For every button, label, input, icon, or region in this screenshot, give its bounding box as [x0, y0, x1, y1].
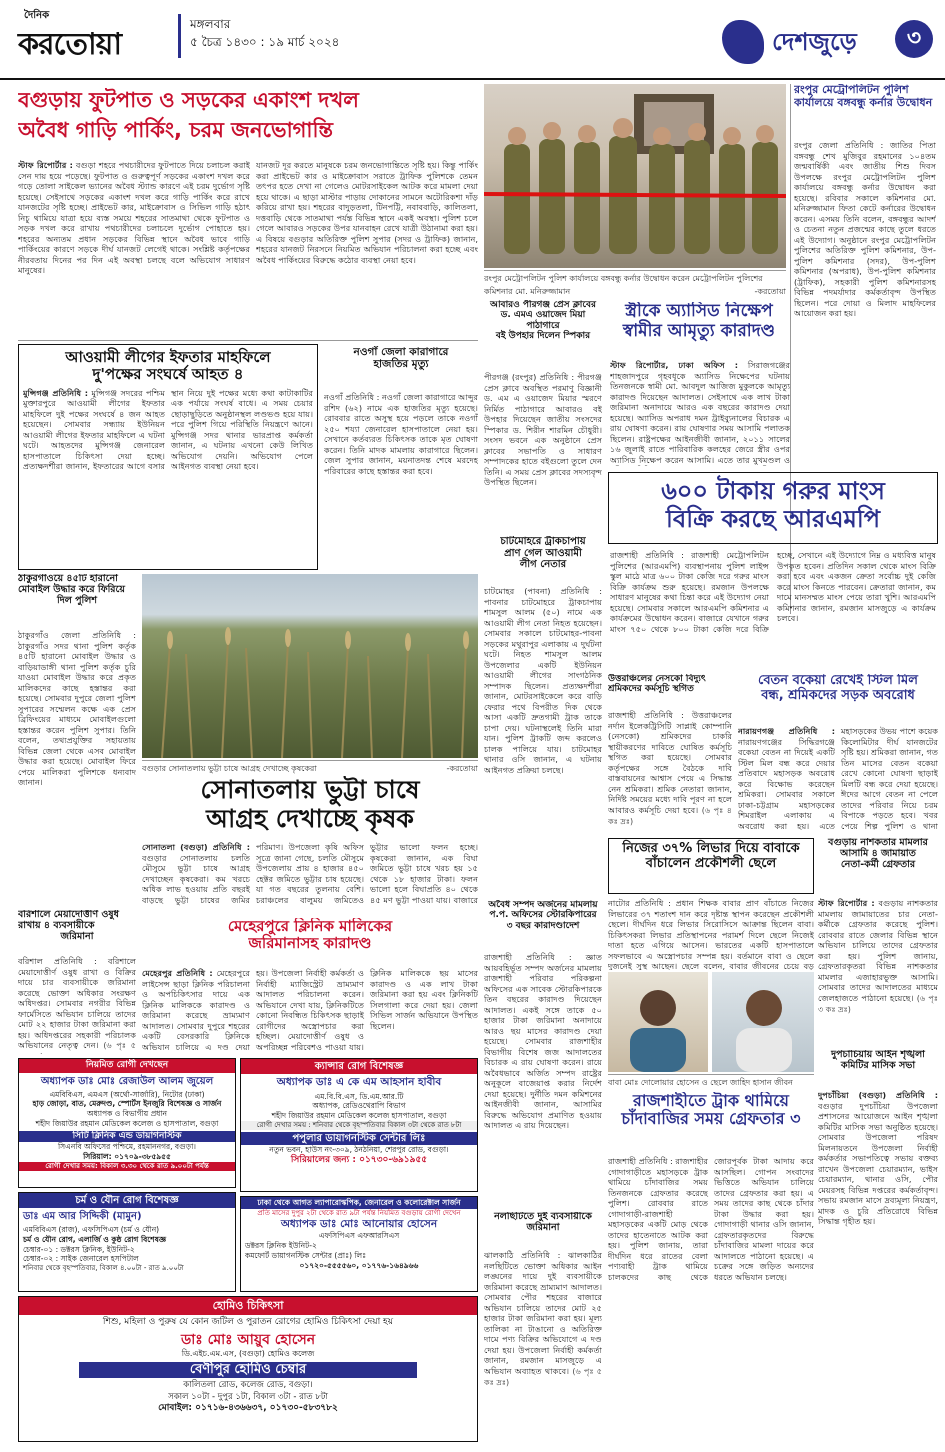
truck-body-text: রাজশাহী প্রতিনিধি : রাজশাহীর গোদাগাড়ীতে মহাসড়কে ট্রাক থামিয়ে চাঁদাবাজির সময় তিনজনকে গ্রেফতার করেছে পুলিশ। রোববার রাতে গোদাগাড়ী-রাজশাহী মহাসড়কের একটি মোড় থেকে তাদের হাতেনাতে আটক করা হয়। পুলিশ জানায়, তারা দীর্ঘদিন ধরে রাতের বেলা পণ্যবাহী ট্রাক থামিয়ে চালকদের কাছ থেকে জোরপূর্বক টাকা আদায় করে আসছিল। গোপন সংবাদের ভিত্তিতে অভিযান চালিয়ে তাদের গ্রেফতার করা হয়। এ সময় তাদের কাছ থেকে চাঁদার টাকা উদ্ধার করা হয়। গোদাগাড়ী থানার ওসি জানান, গ্রেফতারকৃতদের বিরুদ্ধে চাঁদাবাজির মামলা দায়ের করে আদালতে পাঠানো হয়েছে। এ চক্রের সঙ্গে জড়িত অন্যদের ধরতে অভিযান চলছে।	[608, 1156, 814, 1282]
bogura-case-jump: (৬ পৃঃ ৩ কঃ দ্রঃ)	[818, 993, 938, 1014]
corn-caption-text: বগুড়ার সোনাতলায় ভুট্টা চাষে আগ্রহ দেখাচ্ছে কৃষকেরা	[142, 764, 317, 773]
ad2-time: শনিবার থেকে বৃহস্পতিবার, বিকাল ৪.০০টা - রাত ৯.০০টা	[23, 1264, 184, 1272]
beef-headline-1: ৬০০ টাকায় গরুর মাংস	[661, 477, 885, 505]
nalchity-body	[484, 1250, 602, 1440]
truck-headline-block	[608, 1092, 814, 1152]
press-body-text: পীরগঞ্জ (রংপুর) প্রতিনিধি : পীরগঞ্জ প্রেস ক্লাবে অবস্থিত পরমাণু বিজ্ঞানী ড. এম এ ওয়াজেদ মিয়ার স্মরণে নির্মিত পাঠাগারে আবারও বই উপহার দিয়েছেন জাতীয় সংসদের স্পিকার ড. শিরীন শারমিন চৌধুরী। সংসদ ভবনে এক অনুষ্ঠানে প্রেস ক্লাবের সভাপতি ও সাধারণ সম্পাদকের হাতে বইগুলো তুলে দেন তিনি। এ সময় প্রেস ক্লাবের সদস্যবৃন্দ উপস্থিত ছিলেন।	[484, 372, 602, 487]
bogura-case-headline-2: আসামি ৪ জামায়াত	[840, 847, 916, 859]
beef-headline-2: বিক্রি করছে আরএমপি	[666, 504, 880, 533]
bogura-case-body-text: বগুড়ায় নাশকতার মামলায় জামায়াতের চার নেতা-কর্মীকে গ্রেফতার করেছে পুলিশ। রোববার রাতে জেলার বিভিন্ন স্থানে অভিযান চালিয়ে তাদের গ্রেফতার করা হয়। পুলিশ জানায়, গ্রেফতারকৃতরা বিভিন্ন নাশকতার মামলার এজাহারভুক্ত আসামি। সোমবার তাদের আদালতের মাধ্যমে জেলহাজতে পাঠানো হয়েছে।	[818, 898, 938, 1003]
lead-headline-1: বগুড়ায় ফুটপাত ও সড়কের একাংশ দখল	[18, 88, 359, 112]
officers-illustration	[484, 84, 786, 268]
ad5-title: হোমিও চিকিৎসা	[19, 1297, 477, 1315]
ad1-time: রোগী দেখার সময়: বিকাল ৩.৩০ থেকে রাত ৯.০০টা পর্যন্ত	[19, 1162, 235, 1171]
lead-byline: স্টাফ রিপোর্টার :	[18, 160, 73, 170]
ad2-doctor-name: ডাঃ এম আর সিদ্দিকী (মামুন)	[23, 1211, 142, 1222]
thakurgaon-headline-1: ঠাকুরগাঁওয়ে ৪৫টি হারানো	[18, 574, 118, 584]
ad3-degrees: এম.বি.বি.এস, ডি.এম.আর.টি	[314, 1091, 404, 1101]
thakurgaon-headline-2: মোবাইল উদ্ধার করে ফিরিয়ে	[18, 583, 125, 595]
ad-cancer	[240, 1058, 478, 1192]
sailor-body-text: রাজশাহী প্রতিনিধি : জ্ঞাত আয়বহির্ভূত সম্পদ অর্জনের মামলায় রাজশাহী পরিবার পরিকল্পনা অফিসের এক সাবেক স্টোরকিপারকে তিন বছরের কারাদণ্ড দিয়েছেন আদালত। একই সঙ্গে তাকে ৫০ হাজার টাকা জরিমানা অনাদায়ে আরও ছয় মাসের কারাদণ্ড দেয়া হয়েছে। সোমবার রাজশাহীর বিভাগীয় বিশেষ জজ আদালতের বিচারক এ রায় ঘোষণা করেন। রায়ে অবৈধভাবে অর্জিত সম্পদ রাষ্ট্রের অনুকূলে বাজেয়াপ্ত করার নির্দেশ দেয়া হয়েছে। দুর্নীতি দমন কমিশনের আইনজীবী জানান, আসামির বিরুদ্ধে অভিযোগ প্রমাণিত হওয়ায় আদালত এ রায় দিয়েছেন।	[484, 952, 602, 1130]
ad5-chamber: বেণীপুর হোমিও চেম্বার	[79, 1362, 417, 1379]
naogaon-headline-1: নওগাঁ জেলা কারাগারে	[353, 346, 449, 358]
lead-body-text-2: যানজট দূর করতে মানুষকে চরম জনভোগান্তিতে সৃষ্টি হয়। কিন্তু পার্কিং করা প্রাইভেট কার ও মাইক্রোবাস সরাতে ট্রাফিক পুলিশকে তেমন তৎপর হতে দেখা না গেলেও মোটরসাইকেল আটক করে মামলা দেয়া হয়ে থাকে। এ ছাড়া মাস্টার পাড়ায় দোকানের সামনে অটোরিকশা দাঁড় করিয়ে রাখা হয়। শহরের বাদুড়তলা, টিনপট্টি, নবাববাড়ি, কালিতলা, দত্তবাড়ি থেকে সাতমাথা পর্যন্ত বিভিন্ন স্থানে একই অবস্থা। পুলিশ চলে গেলে আবারও সড়কের উপর যানবাহন রেখে যাত্রী উঠানামা করা হয়। এ বিষয়ে বগুড়ার অতিরিক্ত পুলিশ সুপার (সদর ও ট্রাফিক) জানান, শহরের যানজট নিরসনে নিয়মিত অভিযান পরিচালনা করা হচ্ছে এবং অবৈধ পার্কিংয়ের বিরুদ্ধে কঠোর ব্যবস্থা নেয়া হবে।	[256, 160, 478, 265]
barishal-jump: (৬ পৃঃ ৫	[103, 1041, 136, 1050]
barishal-headline-3: জরিমানা	[60, 930, 94, 942]
corn-byline: সোনাতলা (বগুড়া) প্রতিনিধি :	[142, 842, 250, 852]
chatmohar-body-text: চাটমোহর (পাবনা) প্রতিনিধি : পাবনার চাটমোহরে ট্রাকচাপায় শামসুল আলম (৫০) নামে এক আওয়ামী লীগ নেতা নিহত হয়েছেন। সোমবার সকালে চাটমোহর-পাবনা সড়কের মথুরাপুর এলাকায় এ দুর্ঘটনা ঘটে। নিহত শামসুল আলম উপজেলার একটি ইউনিয়ন আওয়ামী লীগের সাংগঠনিক সম্পাদক ছিলেন। প্রত্যক্ষদর্শীরা জানান, মোটরসাইকেলে করে বাড়ি ফেরার পথে বিপরীত দিক থেকে আসা একটি দ্রুতগামী ট্রাক তাকে চাপা দেয়। ঘটনাস্থলেই তিনি মারা যান। পুলিশ ট্রাকটি জব্দ করলেও চালক পালিয়ে যায়। চাটমোহর থানার ওসি জানান, এ ঘটনায় আইনগত প্রক্রিয়া চলছে।	[484, 586, 602, 775]
acid-headline-block	[610, 302, 788, 358]
naogaon-body-text: নওগাঁ প্রতিনিধি : নওগাঁ জেলা কারাগারে আব্দুর রশিদ (৬২) নামে এক হাজতির মৃত্যু হয়েছে। রোববার রাতে অসুস্থ হয়ে পড়লে তাকে নওগাঁ ২৫০ শয্যা জেনারেল হাসপাতালে নেয়া হয়। সেখানে কর্তব্যরত চিকিৎসক তাকে মৃত ঘোষণা করেন। তিনি মাদক মামলায় কারাগারে ছিলেন। জেল সুপার জানান, ময়নাতদন্ত শেষে মরদেহ পরিবারের কাছে হস্তান্তর করা হবে।	[324, 392, 478, 476]
corn-headline-1: সোনাতলায় ভুট্টা চাষে	[200, 776, 420, 804]
meherpur-byline: মেহেরপুর প্রতিনিধি :	[142, 968, 213, 978]
truck-body	[608, 1156, 814, 1440]
ad3-address: নতুন ভবন, হাউস নং-৩০৯, ঠনঠনিয়া, শেরপুর রোড, বগুড়া।	[269, 1144, 449, 1154]
father-portrait	[608, 972, 708, 1072]
divider	[18, 340, 478, 341]
section-badge	[722, 14, 937, 66]
wages-headline-2: শ্রমিকদের কর্মসূচি স্থগিত	[608, 684, 694, 695]
ad1-degrees: এমবিবিএস, এমএস (অর্থো-সার্জারি), নিটোর (ঢাকা)	[49, 1089, 205, 1099]
ad2-chamber-2: চেম্বার-০২ : সাইক জেনারেল হসপিটাল	[23, 1254, 139, 1264]
nalchity-jump: (৬ পৃঃ ৫ কঃ দ্রঃ)	[484, 1366, 602, 1387]
ad4-phone: ০১৭২০-৫৫৫৫৬০, ০১৭৭৬-১৬৪৯৬৬	[299, 1260, 419, 1270]
meherpur-body-text: মেহেরপুরে লাইসেন্স ছাড়া ক্লিনিক পরিচালনা ও অপচিকিৎসার দায়ে এক ক্লিনিক মালিককে কারাদণ্ড ও জরিমানা করেছে ভ্রাম্যমাণ আদালত। সোমবার দুপুরে শহরের একটি বেসরকারি ক্লিনিকে অভিযান চালিয়ে এ দণ্ড দেয়া হয়। উপজেলা নির্বাহী কর্মকর্তা ও নির্বাহী ম্যাজিস্ট্রেট ভ্রাম্যমাণ আদালত পরিচালনা করেন। অভিযানে দেখা যায়, ক্লিনিকটিতে কোনো নিবন্ধিত চিকিৎসক ছাড়াই রোগীদের অস্ত্রোপচার করা হচ্ছিল। মেয়াদোত্তীর্ণ ওষুধ ও অপরিচ্ছন্ন পরিবেশও পাওয়া যায়। ক্লিনিক মালিককে ছয় মাসের কারাদণ্ড ও এক লাখ টাকা জরিমানা করা হয় এবং ক্লিনিকটি সিলগালা করে দেয়া হয়। জেলা সিভিল সার্জন অভিযানে উপস্থিত ছিলেন।	[142, 968, 478, 1052]
lead-body-col1	[18, 160, 250, 336]
barishal-headline-block	[18, 910, 136, 954]
wages-headline-1: উত্তরাঞ্চলের নেসকো বিদ্যুৎ	[608, 674, 706, 684]
ad2-degrees: এমবিবিএস (রাজ), এফসিপিএস (চর্ম ও যৌন)	[23, 1225, 160, 1234]
ad3-title: ক্যান্সার রোগ বিশেষজ্ঞ	[241, 1059, 477, 1074]
ad1-specialty: হাড় জোড়া, বাত, মেরুদণ্ড, স্পোর্টস ইনজুরি বিশেষজ্ঞ ও সার্জন	[32, 1099, 222, 1109]
chatmohar-headline-3: লীগ নেতার	[519, 559, 567, 570]
ad5-address: কালিতলা রোড, কলেজ রোড, বগুড়া।	[183, 1380, 313, 1391]
issue-date: ৫ চৈত্র ১৪৩০ : ১৯ মার্চ ২০২৪	[190, 35, 340, 49]
son-portrait	[712, 972, 814, 1072]
steel-headline-block	[738, 674, 938, 722]
rangpur-body-text: রংপুর জেলা প্রতিনিধি : জাতির পিতা বঙ্গবন্ধু শেখ মুজিবুর রহমানের ১০৪তম জন্মবার্ষিকী এবং জাতীয় শিশু দিবস উপলক্ষে রংপুর মেট্রোপলিটন পুলিশ কার্যালয়ে বঙ্গবন্ধু কর্নার উদ্বোধন করা হয়েছে। রবিবার সকালে কমিশনার মো. মনিরুজ্জামান ফিতা কেটে কর্নারের উদ্বোধন করেন। এসময় তিনি বলেন, বঙ্গবন্ধুর আদর্শ ও চেতনা নতুন প্রজন্মের কাছে তুলে ধরতে এই উদ্যোগ। অনুষ্ঠানে রংপুর মেট্রোপলিটন পুলিশের অতিরিক্ত পুলিশ কমিশনার, উপ-পুলিশ কমিশনার (সদর), উপ-পুলিশ কমিশনার (অপরাধ), উপ-পুলিশ কমিশনার (ট্রাফিক), সহকারী পুলিশ কমিশনারসহ বিভিন্ন পদমর্যাদার কর্মকর্তাবৃন্দ উপস্থিত ছিলেন। পরে দোয়া ও মিলাদ মাহফিলের আয়োজন করা হয়।	[794, 140, 936, 318]
wages-jump: (৬ পৃঃ ৪ কঃ দ্রঃ)	[608, 805, 732, 826]
chatmohar-headline-1: চাটমোহরে ট্রাকচাপায়	[500, 536, 586, 547]
liver-headline-1: নিজের ৩৭% লিভার দিয়ে বাবাকে	[622, 841, 800, 856]
steel-headline-1: বেতন বকেয়া রেখেই স্টিল মিল	[758, 674, 918, 688]
acid-byline: স্টাফ রিপোর্টার, ঢাকা অফিস :	[610, 360, 739, 370]
thakurgaon-headline-3: দিল পুলিশ	[57, 594, 97, 606]
liver-caption-text: বাবা মোঃ দোলোয়ার হোসেন ও ছেলে জাহিদ হাসান জীবন	[608, 1078, 793, 1087]
ad3-role: অধ্যাপক, রেডিওথেরাপি বিভাগ	[312, 1101, 406, 1111]
truck-headline-1: রাজশাহীতে ট্রাক থামিয়ে	[633, 1092, 789, 1110]
awami-byline: মুন্সিগঞ্জ প্রতিনিধি :	[23, 387, 89, 398]
corn-body-text: বগুড়ার সোনাতলায় চলতি মৌসুমে ভুট্টা চাষে আগ্রহ দেখাচ্ছেন কৃষকেরা। কম খরচে অধিক লাভ হওয়ায় প্রতি বছরই বাড়ছে ভুট্টা চাষের জমির পরিমাণ। উপজেলা কৃষি অফিস সূত্রে জানা গেছে, চলতি মৌসুমে উপজেলায় প্রায় ৪ হাজার ৪৫০ হেক্টর জমিতে ভুট্টার চাষ হয়েছে। যা গত বছরের তুলনায় বেশি। চরাঞ্চলের বালুময় জমিতেও ভুট্টার ভালো ফলন হচ্ছে। কৃষকেরা জানান, এক বিঘা জমিতে ভুট্টা চাষে খরচ হয় ১৫ থেকে ১৮ হাজার টাকা। ফলন ভালো হলে বিঘাপ্রতি ৪০ থেকে ৪৫ মণ ভুট্টা পাওয়া যায়। বাজারে	[142, 842, 478, 905]
ad4-degrees: এফসিপিএস এফআরসিএস	[318, 1231, 400, 1241]
lead-headline-block	[18, 88, 473, 150]
newspaper-logo: করতোয়া	[18, 27, 122, 62]
corn-photo-credit: -করতোয়া	[446, 764, 478, 773]
ad3-phone: সিরিয়ালের জন্য : ০১৭৩০-৬৯১৯৫৫	[290, 1154, 428, 1165]
meherpur-body	[142, 968, 478, 1054]
rangpur-photo	[484, 84, 786, 268]
masthead	[0, 0, 945, 80]
corn-headline-block	[142, 776, 478, 840]
awami-headline-2: দু'পক্ষের সংঘর্ষে আহত ৪	[92, 365, 244, 384]
son-photo	[712, 972, 814, 1072]
wages-body	[608, 710, 732, 832]
sailor-headline-1: অবৈধ সম্পদ অর্জনের মামলায়	[488, 900, 598, 910]
barishal-body-text: বরিশাল প্রতিনিধি : বরিশালে মেয়াদোত্তীর্ণ ওষুধ রাখা ও বিক্রির দায়ে চার ব্যবসায়ীকে জরিমানা করেছে ভোক্তা অধিকার সংরক্ষণ অধিদপ্তর। সোমবার নগরীর বিভিন্ন ফার্মেসিতে অভিযান চালিয়ে তাদের মোট ২২ হাজার টাকা জরিমানা করা হয়। অধিদপ্তরের সহকারী পরিচালক অভিযানের নেতৃত্ব দেন।	[18, 956, 136, 1050]
ad1-top: নিয়মিত রোগী দেখছেন	[19, 1059, 235, 1073]
rangpur-caption	[484, 270, 786, 298]
rangpur-photo-credit: -করতোয়া	[754, 287, 786, 296]
press-body	[484, 372, 602, 532]
rangpur-headline: রংপুর মেট্রোপলিটন পুলিশ কার্যালয়ে বঙ্গবন্ধু কর্নার উদ্বোধন	[794, 84, 933, 109]
ad1-clinic: সিটি ক্লিনিক এন্ড ডায়াগনস্টিক	[19, 1131, 235, 1143]
bogura-case-headline-1: বগুড়ায় নাশকতার মামলার	[828, 838, 928, 848]
dupchanchia-body-text: বগুড়ার দুপচাঁচিয়া উপজেলা প্রশাসনের আয়োজনে আইন শৃঙ্খলা কমিটির মাসিক সভা অনুষ্ঠিত হয়েছে। সোমবার উপজেলা পরিষদ মিলনায়তনে উপজেলা নির্বাহী কর্মকর্তার সভাপতিত্বে সভায় বক্তব্য রাখেন উপজেলা চেয়ারম্যান, ভাইস চেয়ারম্যান, থানার ওসি, পৌর মেয়রসহ বিভিন্ন দপ্তরের কর্মকর্তাবৃন্দ। সভায় রমজান মাসে দ্রব্যমূল্য নিয়ন্ত্রণ, মাদক ও চুরি প্রতিরোধে বিভিন্ন সিদ্ধান্ত গৃহীত হয়।	[818, 1100, 938, 1226]
ad5-phone: মোবাইল: ০১৭১৬-৪৩৬৬৩৭, ০১৭৩০-৫৮৩৭৮২	[158, 1402, 338, 1413]
sailor-headline-block	[484, 900, 602, 950]
chatmohar-headline-2: প্রাণ গেল আওয়ামী	[504, 547, 582, 559]
naogaon-headline-block	[324, 346, 478, 390]
ad2-specialty: চর্ম ও যৌন রোগ, এলার্জি ও কুষ্ঠ রোগ বিশেষজ্ঞ	[23, 1234, 167, 1244]
awami-headline-1: আওয়ামী লীগের ইফতার মাহফিলে	[65, 348, 271, 366]
meherpur-headline-1: মেহেরপুরে ক্লিনিক মালিকের	[227, 918, 393, 935]
awami-body-text: মুন্সিগঞ্জ সদরের পশ্চিম মুক্তারপুরে আওয়ামী লীগের ইফতার মাহফিলে দুই পক্ষের সংঘর্ষে ৪ জন আহত হয়েছেন। সোমবার সন্ধ্যায় ইউনিয়ন আওয়ামী লীগের ইফতার মাহফিলে এ ঘটনা ঘটে। আহতদের মুন্সিগঞ্জ জেনারেল হাসপাতালে চিকিৎসা দেয়া হচ্ছে। প্রত্যক্ষদর্শীরা জানান, ইফতারের আগে বসার স্থান নিয়ে দুই পক্ষের মধ্যে কথা কাটাকাটির এক পর্যায়ে সংঘর্ষ বাধে। এ সময় চেয়ার ছোড়াছুড়িতে অনুষ্ঠানস্থল লণ্ডভণ্ড হয়ে যায়। পরে পুলিশ গিয়ে পরিস্থিতি নিয়ন্ত্রণে আনে। মুন্সিগঞ্জ সদর থানার ভারপ্রাপ্ত কর্মকর্তা জানান, এ ঘটনায় এখনো কেউ লিখিত অভিযোগ দেয়নি। অভিযোগ পেলে আইনগত ব্যবস্থা নেয়া হবে।	[23, 387, 313, 471]
beef-headline-block	[608, 472, 938, 544]
beef-body-text: রাজশাহী প্রতিনিধি : রাজশাহী মেট্রোপলিটন পুলিশের (আরএমপি) ব্যবস্থাপনায় পুলিশ লাইন্স স্কুল মাঠে মাত্র ৬০০ টাকা কেজি দরে গরুর মাংস বিক্রি কার্যক্রম শুরু হয়েছে। রমজান উপলক্ষে সাধারণ মানুষের কথা চিন্তা করে এই উদ্যোগ নেয়া হয়েছে। সোমবার সকালে আরএমপি কমিশনার এ কার্যক্রমের উদ্বোধন করেন। বাজারে যেখানে গরুর মাংস ৭৫০ থেকে ৮০০ টাকা কেজি দরে বিক্রি হচ্ছে, সেখানে এই উদ্যোগে নিম্ন ও মধ্যবিত্ত মানুষ উপকৃত হবেন। প্রতিদিন সকাল থেকে মাংস বিক্রি করা হবে এবং একজন ক্রেতা সর্বোচ্চ দুই কেজি করে মাংস কিনতে পারবেন। ক্রেতারা জানান, কম দামে মানসম্মত মাংস পেয়ে তারা খুশি। আরএমপি কমিশনার জানান, রমজান মাসজুড়ে এ কার্যক্রম চলবে।	[610, 550, 936, 634]
ad5-degrees: ডি.এইচ.এম.এস, (বগুড়া) হোমিও কলেজ	[181, 1349, 315, 1359]
corn-photo	[142, 574, 478, 758]
section-name: দেশজুড়ে	[772, 28, 857, 56]
ad3-doctor-name: অধ্যাপক ডাঃ এ কে এম আহসান হাবীব	[276, 1076, 442, 1088]
steel-byline: নারায়ণগঞ্জ প্রতিনিধি :	[738, 726, 835, 736]
dupchanchia-byline: দুপচাঁচিয়া (বগুড়া) প্রতিনিধি :	[818, 1090, 938, 1100]
naogaon-headline-2: হাজতির মৃত্যু	[373, 358, 429, 371]
ad4-doctor-name: অধ্যাপক ডাঃ মোঃ আনোয়ার হোসেন	[280, 1217, 438, 1230]
barishal-headline-2: রাখায় ৪ ব্যবসায়ীকে	[18, 919, 95, 931]
press-headline-block	[484, 300, 602, 372]
press-headline-3: বই উপহার দিলেন স্পিকার	[495, 331, 591, 342]
ad5-time: সকাল ১০টা - দুপুর ১টা, বিকাল ৩টা - রাত ৮টা	[168, 1391, 328, 1402]
chatmohar-body	[484, 586, 602, 896]
dupchanchia-headline-block	[818, 1050, 938, 1088]
steel-body	[738, 726, 938, 834]
acid-body-text: সিরাজগঞ্জের শাহজাদপুরে গৃহবধূকে অ্যাসিড নিক্ষেপের ঘটনায় তিনজনকে স্বামী মো. আবদুল আজিজ মুকুলকে আমৃত্যু কারাদণ্ড দিয়েছেন আদালত। সেইসাথে এক লাখ টাকা জরিমানা অনাদায়ে আরও এক বছরের কারাদণ্ড দেয়া হয়েছে। অ্যাসিড অপরাধ দমন ট্রাইব্যুনালের বিচারক এ রায় ঘোষণা করেন। রায় ঘোষণার সময় আসামি পলাতক ছিলেন। রাষ্ট্রপক্ষের আইনজীবী জানান, ২০১১ সালের ১৬ জুলাই রাতে পারিবারিক কলহের জেরে স্ত্রীর ওপর অ্যাসিড নিক্ষেপ করেন আসামি। এতে তার মুখমণ্ডল ও	[610, 360, 790, 465]
lead-headline-2: অবৈধ গাড়ি পার্কিং, চরম জনভোগান্তি	[18, 118, 334, 143]
ad3-time: রোগী দেখার সময় : শনিবার থেকে বৃহস্পতিবার বিকাল ৩টা থেকে রাত ৮টা	[241, 1121, 477, 1130]
nalchity-headline-1: নলছিটিতে দুই ব্যবসায়ীকে	[494, 1212, 592, 1222]
ad1-address: সিএনবি অফিসের পশ্চিমে, রহমাননগর, বগুড়া।	[58, 1142, 196, 1152]
nalchity-body-text: ঝালকাঠি প্রতিনিধি : ঝালকাঠির নলছিটিতে ভোক্তা অধিকার আইন লঙ্ঘনের দায়ে দুই ব্যবসায়ীকে জরিমানা করেছে ভ্রাম্যমাণ আদালত। সোমবার পৌর শহরের বাজারে অভিযান চালিয়ে তাদের মোট ২৫ হাজার টাকা জরিমানা করা হয়। মূল্য তালিকা না টাঙানো ও অতিরিক্ত দামে পণ্য বিক্রির অভিযোগে এ দণ্ড দেয়া হয়। উপজেলা নির্বাহী কর্মকর্তা জানান, রমজান মাসজুড়ে এ অভিযান অব্যাহত থাকবে।	[484, 1250, 602, 1376]
press-headline-1: আবারও পীরগঞ্জ প্রেস ক্লাবের	[490, 300, 596, 310]
sailor-headline-2: প.প. অফিসের স্টোরকিপারের	[489, 910, 597, 921]
bogura-case-headline-3: নেতা-কর্মী গ্রেফতার	[840, 858, 916, 870]
father-photo	[608, 972, 708, 1072]
ad4-note: প্রতি মাসের দুপুর ২টা থেকে রাত ৯টা পর্যন্ত নিয়মিত বগুড়ায় রোগী দেখেন	[257, 1208, 461, 1217]
bogura-case-body	[818, 898, 938, 1044]
truck-headline-2: চাঁদাবাজির সময় গ্রেফতার ৩	[621, 1109, 801, 1129]
ad4-clinic-1: ডক্টরস ক্লিনিক ইউনিট-২	[245, 1241, 317, 1251]
lead-body-col2	[256, 160, 478, 336]
acid-headline-1: স্ত্রীকে অ্যাসিড নিক্ষেপ	[625, 302, 773, 321]
wages-headline-block	[608, 674, 732, 708]
corn-headline-2: আগ্রহ দেখাচ্ছে কৃষক	[206, 803, 414, 833]
ad-skin	[18, 1192, 236, 1292]
meherpur-headline-2: জরিমানাসহ কারাদণ্ড	[248, 934, 372, 953]
ad-ortho	[18, 1058, 236, 1188]
liver-headline-block	[608, 838, 814, 894]
ad3-center: পপুলার ডায়াগনস্টিক সেন্টার লিঃ	[241, 1132, 477, 1145]
barishal-body	[18, 956, 136, 1054]
naogaon-body	[324, 392, 478, 566]
dupchanchia-headline-1: দুপচাঁচিয়ায় আইন শৃঙ্খলা	[831, 1050, 925, 1060]
bogura-case-headline-block	[818, 838, 938, 896]
ad1-role: অধ্যাপক ও বিভাগীয় প্রধান	[86, 1109, 168, 1119]
dupchanchia-headline-2: কমিটির মাসিক সভা	[840, 1059, 916, 1071]
thakurgaon-headline-block	[18, 574, 136, 626]
wages-body-text: রাজশাহী প্রতিনিধি : উত্তরাঞ্চলের নর্দান ইলেকট্রিসিটি সাপ্লাই কোম্পানি (নেসকো) শ্রমিকদের চাকরি স্থায়ীকরণের দাবিতে ঘোষিত কর্মসূচি স্থগিত করা হয়েছে। সোমবার কর্তৃপক্ষের সঙ্গে বৈঠকে দাবি বাস্তবায়নের আশ্বাস পেয়ে এ সিদ্ধান্ত নেন শ্রমিকরা। শ্রমিক নেতারা জানান, নির্দিষ্ট সময়ের মধ্যে দাবি পূরণ না হলে আবারও কর্মসূচি দেয়া হবে।	[608, 710, 732, 815]
masthead-small: দৈনিক	[24, 10, 50, 21]
liver-body	[608, 898, 814, 970]
ad1-doctor-name: অধ্যাপক ডাঃ মোঃ রেজাউল আলম জুয়েল	[40, 1075, 214, 1087]
rangpur-caption-text: রংপুর মেট্রোপলিটন পুলিশ কার্যালয়ে বঙ্গবন্ধু কর্নার উদ্বোধন করেন মেট্রোপলিটন পুলিশের কমিশনার মো. মনিরুজ্জামান	[484, 274, 763, 296]
chatmohar-headline-block	[484, 536, 602, 584]
ad2-chamber-1: চেম্বার-০১ : ডক্টরস ক্লিনিক, ইউনিট-২	[23, 1244, 135, 1254]
steel-headline-2: বন্ধ, শ্রমিকদের সড়ক অবরোধ	[761, 687, 915, 703]
ad1-hospital: শহীদ জিয়াউর রহমান মেডিকেল কলেজ ও হাসপাতাল, বগুড়া	[35, 1118, 219, 1128]
ad-surgeon	[240, 1196, 478, 1292]
nalchity-headline-2: জরিমানা	[526, 1221, 560, 1233]
ad-homeo	[18, 1296, 478, 1442]
ad5-doctor-name: ডাঃ মোঃ আয়ুব হোসেন	[180, 1331, 316, 1348]
ad4-clinic-2: কমফোর্ট ডায়াগনস্টিক সেন্টার (প্রাঃ) লিঃ	[245, 1250, 367, 1260]
liver-caption	[608, 1074, 814, 1088]
acid-body	[610, 360, 790, 466]
corn-field-illustration	[142, 574, 478, 758]
ad1-phone: সিরিয়াল: ০১৭০৯-৩৮৫৯৫৫	[83, 1152, 171, 1162]
press-headline-2: ড. এমএ ওয়াজেদ মিয়া পাঠাগারে	[500, 310, 586, 331]
liver-headline-2: বাঁচালেন প্রকৌশলী ছেলে	[645, 855, 777, 871]
beef-body	[610, 550, 936, 668]
ad4-top: ঢাকা থেকে আগত ল্যাপারোস্কপিক, জেনারেল ও কলোরেক্টাল সার্জন	[241, 1197, 477, 1209]
ad5-line: শিশু, মহিলা ও পুরুষ যে কোন জটিল ও পুরাতন রোগের হোমিও চিকিৎসা দেয়া হয়	[102, 1317, 394, 1328]
steel-body-text: নারায়ণগঞ্জের সিদ্ধিরগঞ্জে বকেয়া বেতন না দিয়েই একটি স্টিল মিল বন্ধ করে দেয়ার প্রতিবাদে মহাসড়ক অবরোধ করে বিক্ষোভ করেছেন শ্রমিকরা। সোমবার সকালে ঢাকা-চট্টগ্রাম মহাসড়কের শিমরাইল এলাকায় এ অবরোধ করা হয়। এতে মহাসড়কের উভয় পাশে কয়েক কিলোমিটার দীর্ঘ যানজটের সৃষ্টি হয়। শ্রমিকরা জানান, গত তিন মাসের বেতন বকেয়া রেখে কোনো ঘোষণা ছাড়াই মিলটি বন্ধ করে দেয়া হয়েছে। ঈদের আগে বেতন না পেলে তাদের পরিবার নিয়ে চরম বিপাকে পড়তে হবে। খবর পেয়ে শিল্প পুলিশ ও থানা	[738, 726, 938, 831]
corn-body	[142, 842, 478, 914]
dupchanchia-body	[818, 1090, 938, 1440]
ad2-title: চর্ম ও যৌন রোগ বিশেষজ্ঞ	[19, 1193, 235, 1208]
lead-body-text: বগুড়া শহরে পথচারীদের ফুটপাতে দিয়ে চলাচল করাই সেন দায় হয়ে পড়েছে। ফুটপাত ও গুরুত্বপূর্ণ সড়কের একাংশ দখল করে গড়ে তোলা সাইকেল ভ্যানের অবৈধ স্ট্যান্ড কারণে এই চরম দুর্ভোগ সৃষ্টি হয়েছে। সেইসাথে সড়কের একাংশ দখল করে গাড়ি পার্কিং করে রাখে যানজটের সৃষ্টি হচ্ছে। প্রাইভেট কার, মাইক্রোবাস ও সিভিল গাড়ি হঠাৎ নিচু থামিয়ে যাত্রা হয়ে ব্যস্ত সময়ে শহরের সাতমাথা থেকে ফুটপাত ও সড়ক দখল করে রাখায় পথচারীদের চলাচলে দুর্ভোগ পোহাতে হয়। শহরের অন্যতম প্রধান সড়কের বিভিন্ন স্থানে অবৈধ ভাবে গাড়ি পার্কিংয়ের কারণে সড়কে দীর্ঘ যানজট লেগেই থাকে। সংশ্লিষ্ট কর্তৃপক্ষের নীরবতায় দিনের পর দিন এই অবস্থা চলছে বলে অভিযোগ সাধারণ মানুষের।	[18, 160, 250, 275]
corn-caption	[142, 760, 478, 774]
rangpur-headline-block	[794, 84, 934, 142]
nalchity-headline-block	[484, 1212, 602, 1248]
liver-body-text: নাটোর প্রতিনিধি : প্রধান শিক্ষক বাবার প্রাণ বাঁচাতে নিজের লিভারের ৩৭ শতাংশ দান করে দৃষ্টান্ত স্থাপন করেছেন প্রকৌশলী ছেলে। দীর্ঘদিন ধরে লিভার সিরোসিসে আক্রান্ত ছিলেন বাবা। চিকিৎসকরা লিভার প্রতিস্থাপনের পরামর্শ দিলে ছেলে নিজেই দাতা হতে এগিয়ে আসেন। ভারতের একটি হাসপাতালে সফলভাবে এ অস্ত্রোপচার সম্পন্ন হয়। বর্তমানে বাবা ও ছেলে দুজনেই সুস্থ আছেন। ছেলে বলেন, বাবার জীবনের চেয়ে বড়	[608, 898, 814, 970]
awami-body	[23, 388, 313, 560]
bogura-case-byline: স্টাফ রিপোর্টার :	[818, 898, 875, 908]
thakurgaon-body	[18, 630, 136, 906]
thakurgaon-body-text: ঠাকুরগাঁও জেলা প্রতিনিধি : ঠাকুরগাঁও সদর থানা পুলিশ কর্তৃক ৪৫টি হারানো মোবাইল উদ্ধার ও বাড়িয়াডাঙ্গী থানা পুলিশ কর্তৃক চুরি যাওয়া মোবাইল উদ্ধার করে প্রকৃত মালিকদের কাছে হস্তান্তর করা হয়েছে। সোমবার দুপুরে জেলা পুলিশ সুপারের সম্মেলন কক্ষে এক প্রেস ব্রিফিংয়ের মাধ্যমে মোবাইলগুলো হস্তান্তর করেন পুলিশ সুপার। তিনি বলেন, তথ্যপ্রযুক্তির সহায়তায় বিভিন্ন জেলা থেকে এসব মোবাইল উদ্ধার করা হয়েছে। মোবাইল ফিরে পেয়ে মালিকরা পুলিশকে ধন্যবাদ জানান।	[18, 630, 136, 787]
ad3-hospital: শহীদ জিয়াউর রহমান মেডিকেল কলেজ হাসপাতাল, বগুড়া	[271, 1111, 447, 1121]
masthead-divider	[178, 14, 181, 58]
sailor-headline-3: ৩ বছর কারাদণ্ডাদেশ	[506, 920, 580, 931]
bangladesh-map-icon	[722, 20, 764, 64]
awami-box	[18, 344, 318, 570]
issue-day: মঙ্গলবার	[190, 17, 231, 31]
acid-headline-2: স্বামীর আমৃত্যু কারাদণ্ড	[622, 320, 776, 341]
page-number: ৩	[895, 20, 933, 58]
meherpur-headline-block	[142, 918, 478, 966]
sailor-body	[484, 952, 602, 1206]
barishal-headline-1: বরিশালে মেয়াদোত্তীর্ণ ওষুধ	[18, 910, 119, 920]
